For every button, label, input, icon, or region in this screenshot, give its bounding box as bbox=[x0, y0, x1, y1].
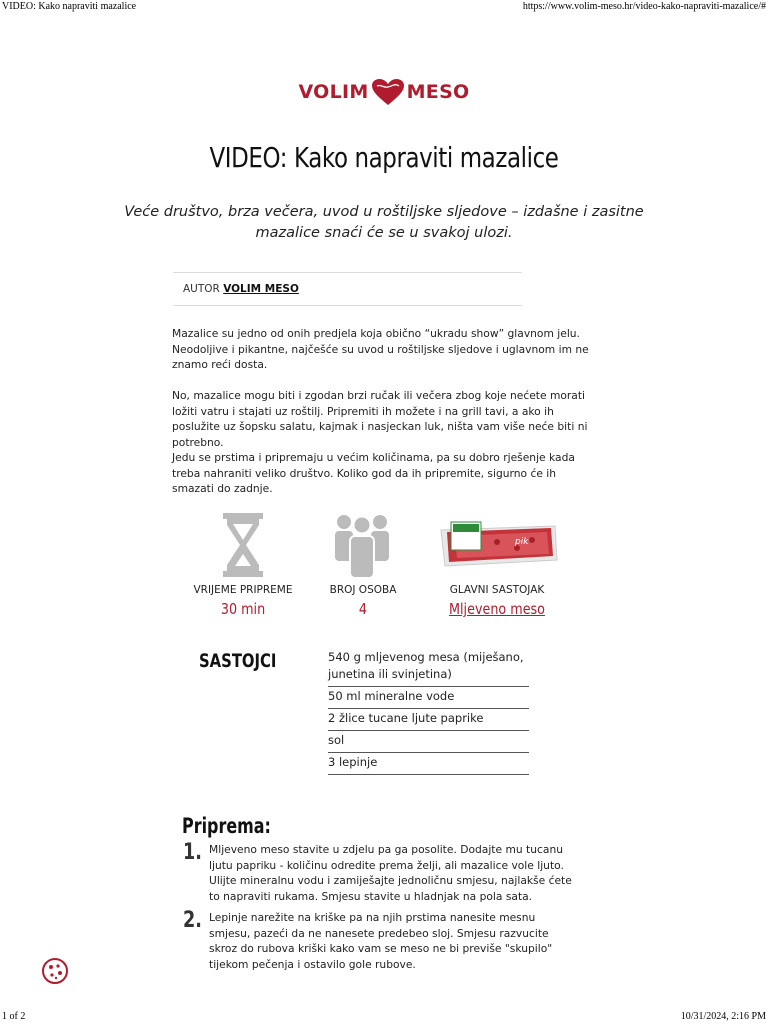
print-header bbox=[0, 0, 768, 14]
print-footer bbox=[0, 1010, 768, 1024]
author-label: AUTOR bbox=[183, 283, 220, 295]
cookie-settings-icon[interactable] bbox=[41, 957, 69, 985]
print-header-url: https://www.volim-meso.hr/video-kako-napraviti-mazalice/# bbox=[522, 1, 766, 12]
prep-time-label: VRIJEME PRIPREME bbox=[193, 584, 293, 596]
author-box bbox=[173, 272, 522, 306]
article-paragraph: Mazalice su jedno od onih predjela koja obično “ukradu show” glavnom jelu. Neodoljive i pikantne, najčešće su uvod u roštiljske sljedove i uglavnom im ne znamo reći dosta. bbox=[172, 327, 589, 371]
step-number: 2. bbox=[183, 908, 202, 933]
servings-value: 4 bbox=[358, 600, 368, 618]
article-paragraph: Jedu se prstima i pripremaju u većim količinama, pa su dobro rješenje kada treba nahraniti veliko društvo. Koliko god da ih pripremite, sigurno će ih smazati do zadnje. bbox=[172, 451, 575, 495]
people-icon bbox=[333, 512, 391, 578]
main-ingredient-link[interactable]: Mljeveno meso bbox=[449, 600, 545, 618]
step-text: Lepinje narežite na kriške pa na njih prstima nanesite mesnu smjesu, pazeći da ne nanesete predebeo sloj. Smjesu razvucite skroz do rubova kriški kako vam se meso ne bi previše "skupilo" tijekom pečenja i ostavilo gole rubove. bbox=[209, 911, 553, 971]
main-ingredient-label: GLAVNI SASTOJAK bbox=[449, 584, 545, 596]
hourglass-icon bbox=[221, 512, 265, 578]
ingredient-item: 2 žlice tucane ljute paprike bbox=[328, 709, 529, 731]
logo-text-right: MESO bbox=[406, 81, 470, 103]
ingredient-item: 50 ml mineralne vode bbox=[328, 687, 529, 709]
ingredients-list bbox=[328, 648, 529, 775]
ingredients-heading: SASTOJCI bbox=[199, 650, 277, 672]
step-number: 1. bbox=[183, 840, 202, 865]
author-link[interactable]: VOLIM MESO bbox=[223, 283, 299, 295]
article-paragraph: No, mazalice mogu biti i zgodan brzi ručak ili večera zbog koje nećete morati ložiti vatru i stajati uz roštilj. Pripremiti ih možete i na grill tavi, a ako ih poslužite uz šopsku salatu, kajmak i nasjeckan luk, ništa vam više neće biti ni potrebno. bbox=[172, 389, 588, 449]
site-logo[interactable] bbox=[0, 78, 768, 106]
preparation-heading: Priprema: bbox=[182, 814, 271, 838]
logo-text-left: VOLIM bbox=[298, 81, 369, 103]
prep-time-value: 30 min bbox=[220, 600, 266, 618]
ingredient-item: sol bbox=[328, 731, 529, 753]
heart-icon bbox=[371, 78, 405, 106]
print-header-title: VIDEO: Kako napraviti mazalice bbox=[2, 1, 137, 12]
ingredient-item: 3 lepinje bbox=[328, 753, 529, 775]
article-lead: Veće društvo, brza večera, uvod u roštiljske sljedove – izdašne i zasitne mazalice snaći će se u svakoj ulozi. bbox=[124, 204, 644, 241]
page-number: 1 of 2 bbox=[2, 1011, 26, 1022]
step-text: Mljeveno meso stavite u zdjelu pa ga posolite. Dodajte mu tucanu ljutu papriku - količinu odredite prema želji, ali mazalice vole ljuto. Ulijte mineralnu vodu i zamiješajte jednoličnu smjesu, najlakše ćete to napraviti rukama. Smjesu stavite u hladnjak na pola sata. bbox=[209, 843, 572, 903]
print-datetime: 10/31/2024, 2:16 PM bbox=[680, 1011, 766, 1022]
article-title: VIDEO: Kako napraviti mazalice bbox=[209, 141, 559, 174]
ingredient-item: 540 g mljevenog mesa (miješano, junetina ili svinjetina) bbox=[328, 648, 529, 687]
minced-meat-package-image bbox=[437, 516, 559, 572]
servings-label: BROJ OSOBA bbox=[329, 584, 397, 596]
svg-text:pik: pik bbox=[515, 537, 529, 547]
